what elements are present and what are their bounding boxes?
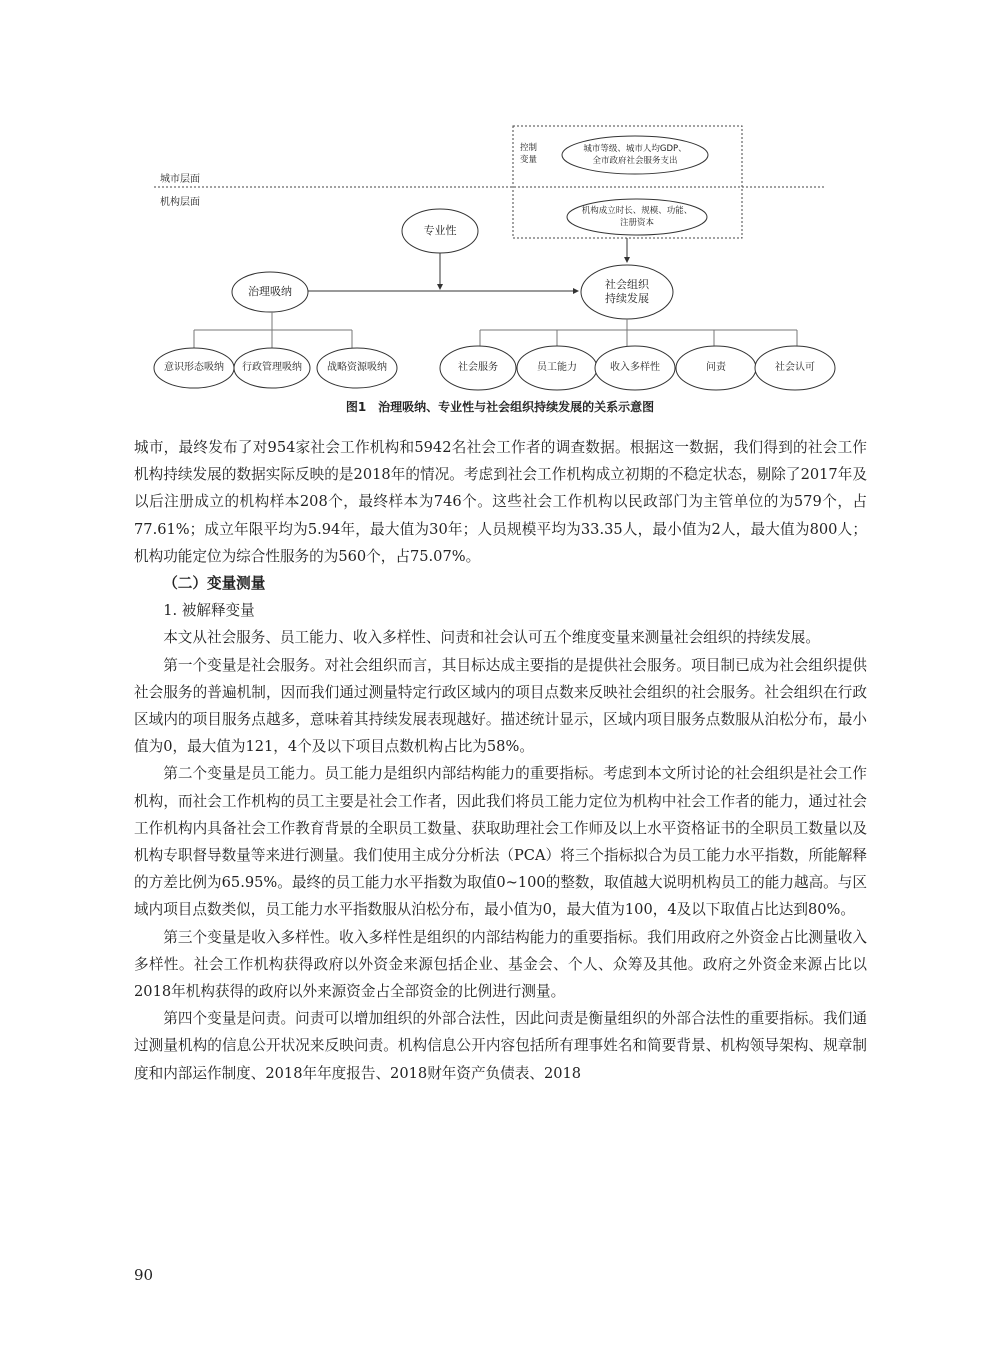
- city-control-text: [565, 143, 705, 167]
- paragraph: 第三个变量是收入多样性。收入多样性是组织的内部结构能力的重要指标。我们用政府之外资金占比测量收入多样性。社会工作机构获得政府以外资金来源包括企业、基金会、个人、众筹及其他。政府之外资金来源占比以2018年机构获得的政府以外来源资金占全部资金的比例进行测量。: [134, 928, 867, 1001]
- figure-1: [0, 0, 1000, 420]
- outcome-dim-label: 收入多样性: [610, 362, 660, 373]
- body-text: [134, 434, 867, 1087]
- absorption-dim-label: 意识形态吸纳: [164, 362, 224, 373]
- org-level-label: 机构层面: [160, 197, 200, 208]
- figure-caption: 图1 治理吸纳、专业性与社会组织持续发展的关系示意图: [345, 400, 655, 414]
- paragraph: 第四个变量是问责。问责可以增加组织的外部合法性，因此问责是衡量组织的外部合法性的重要指标。我们通过测量机构的信息公开状况来反映问责。机构信息公开内容包括所有理事姓名和简要背景、机构领导架构、规章制度和内部运作制度、2018年年度报告、2018财年资产负债表、2018: [134, 1010, 867, 1082]
- paragraph: 本文从社会服务、员工能力、收入多样性、问责和社会认可五个维度变量来测量社会组织的持续发展。: [163, 629, 820, 647]
- professionalism-label: 专业性: [423, 224, 457, 237]
- city-control-line: 全市政府社会服务支出: [592, 156, 678, 166]
- absorption-label: 治理吸纳: [248, 285, 292, 298]
- paragraph: 第二个变量是员工能力。员工能力是组织内部结构能力的重要指标。考虑到本文所讨论的社会组织是社会工作机构，而社会工作机构的员工主要是社会工作者，因此我们将员工能力定位为机构中社会工作者的能力，通过社会工作机构内具备社会工作教育背景的全职员工数量、获取助理社会工作师及以上水平资格证书的全职员工数量以及机构专职督导数量等来进行测量。我们使用主成分分析法（PCA）将三个指标拟合为员工能力水平指数，所能解释的方差比例为65.95%。最终的员工能力水平指数为取值0~100的整数，取值越大说明机构员工的能力越高。与区域内项目点数类似，员工能力水平指数服从泊松分布，最小值为0，最大值为100，4及以下取值占比达到80%。: [134, 765, 867, 919]
- outcome-dim-label: 社会认可: [775, 362, 815, 373]
- relationship-diagram: [0, 0, 1000, 420]
- org-control-line: 机构成立时长、规模、功能、: [581, 206, 693, 216]
- outcome-line: 社会组织: [605, 278, 649, 291]
- subsection-heading: 1. 被解释变量: [163, 602, 255, 620]
- page-number: 90: [134, 1266, 154, 1284]
- outcome-line: 持续发展: [605, 292, 649, 305]
- absorption-dim-label: 战略资源吸纳: [327, 362, 387, 373]
- outcome-label: [581, 278, 673, 306]
- control-variable-label: 控制 变量: [520, 143, 538, 165]
- city-level-label: 城市层面: [160, 174, 200, 185]
- paragraph: 第一个变量是社会服务。对社会组织而言，其目标达成主要指的是提供社会服务。项目制已成为社会组织提供社会服务的普遍机制，因而我们通过测量特定行政区域内的项目点数来反映社会组织的社会服务。社会组织在行政区域内的项目服务点越多，意味着其持续发展表现越好。描述统计显示，区域内项目服务点数服从泊松分布，最小值为0，最大值为121，4个及以下项目点数机构占比为58%。: [134, 656, 867, 756]
- outcome-dim-label: 社会服务: [458, 362, 498, 373]
- outcome-dim-label: 员工能力: [537, 362, 577, 373]
- org-control-text: [567, 205, 707, 229]
- paragraph: 城市，最终发布了对954家社会工作机构和5942名社会工作者的调查数据。根据这一数据，我们得到的社会工作机构持续发展的数据实际反映的是2018年的情况。考虑到社会工作机构成立初期的不稳定状态，剔除了2017年及以后注册成立的机构样本208个，最终样本为746个。这些社会工作机构以民政部门为主管单位的为579个，占77.61%；成立年限平均为5.94年，最大值为30年；人员规模平均为33.35人，最小值为2人，最大值为800人；机构功能定位为综合性服务的为560个，占75.07%。: [134, 439, 867, 565]
- outcome-dim-label: 问责: [706, 362, 726, 373]
- city-control-line: 城市等级、城市人均GDP、: [583, 144, 687, 154]
- section-heading: （二）变量测量: [163, 575, 266, 593]
- absorption-dim-label: 行政管理吸纳: [242, 362, 302, 373]
- org-control-line: 注册资本: [619, 218, 654, 228]
